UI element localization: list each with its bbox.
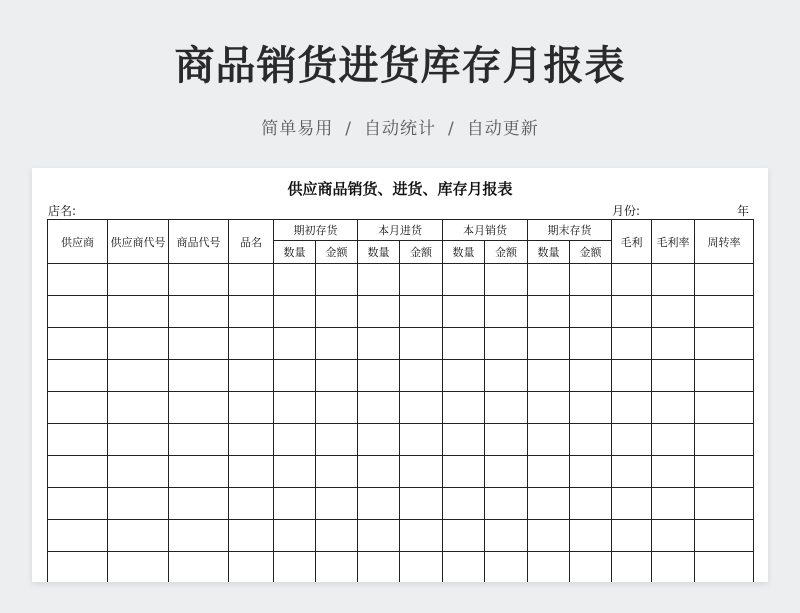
table-cell[interactable] xyxy=(169,296,229,328)
table-cell[interactable] xyxy=(48,328,108,360)
sub-header-amount: 金额 xyxy=(485,241,528,264)
table-cell[interactable] xyxy=(528,296,570,328)
table-cell[interactable] xyxy=(316,296,358,328)
table-cell[interactable] xyxy=(485,552,528,583)
tagline-separator: / xyxy=(345,119,352,139)
table-cell[interactable] xyxy=(652,360,695,392)
table-cell[interactable] xyxy=(570,392,612,424)
table-cell[interactable] xyxy=(612,264,652,296)
table-cell[interactable] xyxy=(316,520,358,552)
table-cell[interactable] xyxy=(443,520,485,552)
table-cell[interactable] xyxy=(528,360,570,392)
sub-header-quantity: 数量 xyxy=(528,241,570,264)
table-cell[interactable] xyxy=(316,392,358,424)
table-cell[interactable] xyxy=(443,328,485,360)
table-cell[interactable] xyxy=(108,488,169,520)
table-cell[interactable] xyxy=(358,488,400,520)
table-cell[interactable] xyxy=(485,488,528,520)
table-cell[interactable] xyxy=(229,488,274,520)
table-cell[interactable] xyxy=(485,360,528,392)
table-cell[interactable] xyxy=(358,392,400,424)
table-cell[interactable] xyxy=(652,520,695,552)
table-cell[interactable] xyxy=(570,296,612,328)
table-cell[interactable] xyxy=(652,456,695,488)
table-cell[interactable] xyxy=(169,552,229,583)
table-cell[interactable] xyxy=(570,328,612,360)
table-row xyxy=(48,360,754,392)
table-cell[interactable] xyxy=(316,552,358,583)
table-cell[interactable] xyxy=(612,296,652,328)
table-cell[interactable] xyxy=(358,264,400,296)
table-cell[interactable] xyxy=(528,264,570,296)
table-cell[interactable] xyxy=(612,456,652,488)
table-cell[interactable] xyxy=(48,264,108,296)
sub-header-amount: 金额 xyxy=(400,241,443,264)
table-cell[interactable] xyxy=(169,424,229,456)
table-cell[interactable] xyxy=(400,520,443,552)
table-cell[interactable] xyxy=(443,424,485,456)
table-cell[interactable] xyxy=(612,552,652,583)
table-cell[interactable] xyxy=(316,424,358,456)
table-cell[interactable] xyxy=(48,360,108,392)
year-label: 年 xyxy=(737,204,750,218)
table-cell[interactable] xyxy=(443,296,485,328)
table-cell[interactable] xyxy=(229,296,274,328)
tagline-separator: / xyxy=(448,119,455,139)
table-cell[interactable] xyxy=(48,520,108,552)
table-cell[interactable] xyxy=(358,456,400,488)
table-cell[interactable] xyxy=(400,328,443,360)
table-cell[interactable] xyxy=(274,552,316,583)
table-cell[interactable] xyxy=(358,424,400,456)
table-row xyxy=(48,456,754,488)
table-cell[interactable] xyxy=(528,520,570,552)
table-cell[interactable] xyxy=(485,424,528,456)
table-cell[interactable] xyxy=(695,264,754,296)
table-cell[interactable] xyxy=(652,424,695,456)
table-row xyxy=(48,264,754,296)
table-cell[interactable] xyxy=(652,296,695,328)
table-cell[interactable] xyxy=(48,488,108,520)
table-row xyxy=(48,520,754,552)
col-header-monthly-sales: 本月销货 xyxy=(443,220,528,241)
page-title: 商品销货进货库存月报表 xyxy=(174,43,626,89)
table-cell[interactable] xyxy=(358,328,400,360)
table-cell[interactable] xyxy=(169,392,229,424)
table-cell[interactable] xyxy=(274,456,316,488)
table-cell[interactable] xyxy=(229,264,274,296)
table-cell[interactable] xyxy=(274,392,316,424)
table-cell[interactable] xyxy=(358,360,400,392)
col-header-product-code: 商品代号 xyxy=(169,220,229,264)
table-cell[interactable] xyxy=(485,296,528,328)
table-cell[interactable] xyxy=(443,360,485,392)
table-cell[interactable] xyxy=(485,520,528,552)
sub-header-quantity: 数量 xyxy=(274,241,316,264)
table-row xyxy=(48,392,754,424)
table-cell[interactable] xyxy=(229,520,274,552)
table-cell[interactable] xyxy=(695,424,754,456)
table-cell[interactable] xyxy=(169,328,229,360)
table-cell[interactable] xyxy=(400,296,443,328)
table-cell[interactable] xyxy=(400,424,443,456)
table-cell[interactable] xyxy=(443,264,485,296)
table-cell[interactable] xyxy=(570,456,612,488)
table-cell[interactable] xyxy=(612,488,652,520)
table-cell[interactable] xyxy=(108,424,169,456)
col-header-gross-profit: 毛利 xyxy=(612,220,652,264)
report-table xyxy=(47,219,754,582)
table-cell[interactable] xyxy=(108,296,169,328)
table-cell[interactable] xyxy=(316,360,358,392)
report-table-body xyxy=(48,264,754,583)
table-cell[interactable] xyxy=(485,264,528,296)
table-row xyxy=(48,296,754,328)
table-cell[interactable] xyxy=(443,488,485,520)
table-cell[interactable] xyxy=(316,264,358,296)
table-cell[interactable] xyxy=(570,552,612,583)
table-cell[interactable] xyxy=(229,392,274,424)
table-cell[interactable] xyxy=(612,520,652,552)
table-cell[interactable] xyxy=(169,264,229,296)
col-header-product-name: 品名 xyxy=(229,220,274,264)
table-cell[interactable] xyxy=(443,456,485,488)
table-cell[interactable] xyxy=(108,392,169,424)
table-cell[interactable] xyxy=(400,392,443,424)
table-cell[interactable] xyxy=(169,520,229,552)
table-cell[interactable] xyxy=(485,456,528,488)
table-cell[interactable] xyxy=(612,392,652,424)
table-cell[interactable] xyxy=(316,456,358,488)
table-cell[interactable] xyxy=(274,296,316,328)
table-cell[interactable] xyxy=(108,360,169,392)
table-cell[interactable] xyxy=(274,424,316,456)
tagline-item-auto-stats: 自动统计 xyxy=(364,119,436,139)
table-cell[interactable] xyxy=(48,424,108,456)
table-cell[interactable] xyxy=(528,328,570,360)
table-cell[interactable] xyxy=(400,456,443,488)
table-row xyxy=(48,328,754,360)
col-header-closing-stock: 期末存货 xyxy=(528,220,612,241)
table-cell[interactable] xyxy=(528,488,570,520)
table-cell[interactable] xyxy=(612,328,652,360)
table-cell[interactable] xyxy=(274,328,316,360)
sheet-title: 供应商品销货、进货、库存月报表 xyxy=(287,180,513,198)
col-header-gross-margin: 毛利率 xyxy=(652,220,695,264)
table-cell[interactable] xyxy=(612,424,652,456)
table-cell[interactable] xyxy=(652,552,695,583)
table-cell[interactable] xyxy=(528,552,570,583)
table-cell[interactable] xyxy=(229,456,274,488)
table-cell[interactable] xyxy=(400,264,443,296)
table-cell[interactable] xyxy=(229,552,274,583)
sub-header-amount: 金额 xyxy=(316,241,358,264)
table-cell[interactable] xyxy=(358,552,400,583)
store-name-label: 店名: xyxy=(48,204,77,218)
table-cell[interactable] xyxy=(169,488,229,520)
table-cell[interactable] xyxy=(570,520,612,552)
table-cell[interactable] xyxy=(570,488,612,520)
table-cell[interactable] xyxy=(316,488,358,520)
table-cell[interactable] xyxy=(400,552,443,583)
table-cell[interactable] xyxy=(358,520,400,552)
table-cell[interactable] xyxy=(48,392,108,424)
table-row xyxy=(48,552,754,583)
table-cell[interactable] xyxy=(570,360,612,392)
table-cell[interactable] xyxy=(695,552,754,583)
table-cell[interactable] xyxy=(229,328,274,360)
table-cell[interactable] xyxy=(570,424,612,456)
table-row xyxy=(48,424,754,456)
table-cell[interactable] xyxy=(229,424,274,456)
table-cell[interactable] xyxy=(652,488,695,520)
col-header-opening-stock: 期初存货 xyxy=(274,220,358,241)
table-cell[interactable] xyxy=(169,360,229,392)
table-cell[interactable] xyxy=(108,520,169,552)
table-cell[interactable] xyxy=(400,360,443,392)
table-cell[interactable] xyxy=(570,264,612,296)
table-cell[interactable] xyxy=(485,328,528,360)
month-label: 月份: xyxy=(612,204,641,218)
table-cell[interactable] xyxy=(695,328,754,360)
table-cell[interactable] xyxy=(652,392,695,424)
table-cell[interactable] xyxy=(652,328,695,360)
report-sheet xyxy=(32,168,768,582)
table-cell[interactable] xyxy=(358,296,400,328)
table-cell[interactable] xyxy=(316,328,358,360)
tagline-item-easy: 简单易用 xyxy=(261,119,334,139)
table-cell[interactable] xyxy=(108,264,169,296)
table-cell[interactable] xyxy=(695,488,754,520)
col-header-turnover-rate: 周转率 xyxy=(695,220,754,264)
table-cell[interactable] xyxy=(652,264,695,296)
table-cell[interactable] xyxy=(528,456,570,488)
table-cell[interactable] xyxy=(48,456,108,488)
table-cell[interactable] xyxy=(528,392,570,424)
table-cell[interactable] xyxy=(695,392,754,424)
table-cell[interactable] xyxy=(108,456,169,488)
table-cell[interactable] xyxy=(274,520,316,552)
table-cell[interactable] xyxy=(274,488,316,520)
table-cell[interactable] xyxy=(695,456,754,488)
col-header-supplier-code: 供应商代号 xyxy=(108,220,169,264)
table-cell[interactable] xyxy=(528,424,570,456)
table-cell[interactable] xyxy=(612,360,652,392)
table-row xyxy=(48,488,754,520)
table-cell[interactable] xyxy=(169,456,229,488)
table-cell[interactable] xyxy=(274,264,316,296)
col-header-monthly-purchase: 本月进货 xyxy=(358,220,443,241)
table-cell[interactable] xyxy=(443,392,485,424)
table-cell[interactable] xyxy=(274,360,316,392)
table-cell[interactable] xyxy=(443,552,485,583)
tagline-item-auto-update: 自动更新 xyxy=(466,119,539,139)
sub-header-amount: 金额 xyxy=(570,241,612,264)
sub-header-quantity: 数量 xyxy=(443,241,485,264)
table-cell[interactable] xyxy=(108,552,169,583)
table-cell[interactable] xyxy=(229,360,274,392)
tagline xyxy=(0,114,800,139)
table-cell[interactable] xyxy=(485,392,528,424)
table-cell[interactable] xyxy=(695,520,754,552)
table-cell[interactable] xyxy=(695,296,754,328)
table-cell[interactable] xyxy=(695,360,754,392)
sub-header-quantity: 数量 xyxy=(358,241,400,264)
table-cell[interactable] xyxy=(48,552,108,583)
table-cell[interactable] xyxy=(400,488,443,520)
col-header-supplier: 供应商 xyxy=(48,220,108,264)
table-cell[interactable] xyxy=(48,296,108,328)
table-cell[interactable] xyxy=(108,328,169,360)
